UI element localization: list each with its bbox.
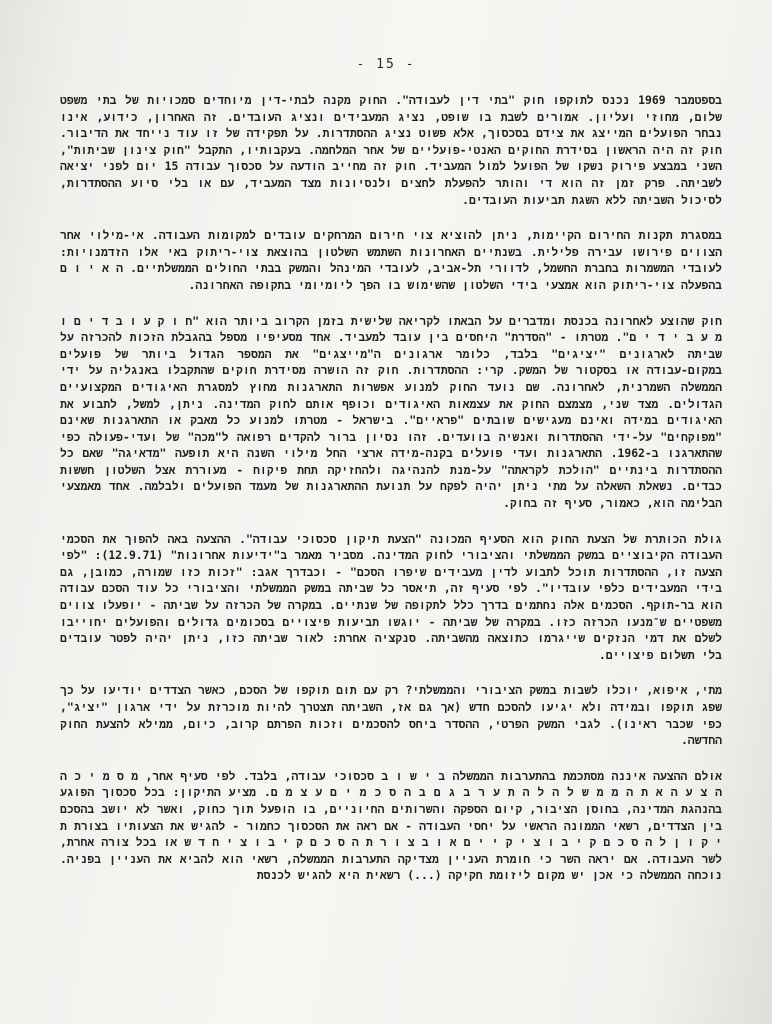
page-number: - 15 - (356, 57, 416, 72)
paragraph-workers-employers-law: חוק שהוצע לאחרונה בכנסת ומדברים על הבאתו לקריאה שלישית בזמן הקרוב ביותר הוא "ח ו ק ע ו ב ד י ם ו מ ע ב י ד י ם". מטרתו - "הסדרת" היחסים בין עובד למעביד. אחד מסעיפיו מספל בהגבלת הזכות להכרזה על שביתה לארגונים "יציגים" בלבד, כלומר ארגונים ה"מייצגים" את המספר הגדול ביותר של פועלים במקום-עבודה או בסקטור של המשק. קרי: ההסתדרות. חוק זה הושרה מסידרת חוקים שהתקבלו באנגליה על ידי הממשלה השמרנית, לאחרונה. שם נועד החוק למנוע אפשרות התארגנות מחוץ למסגרת האיגודים המקצועיים הגדולים. מצד שני, מצמצם החוק את עצמאות האיגודים וכופף אותם לחוק המדינה. ניתן, למשל, לתבוע את האיגודים במידה ואינם מעגישים שובתים "פראיים". בישראל - מטרתו למנוע כל מאבק או התארגנות שאינם "מפוקחים" על-ידי ההסתדרות ואנשיה בוועדים. זהו נסיון ברור להקדים רפואה ל"מכה" של ועדי-פעולה כפי שהתארגנו ב-1962. התארגנות ועדי פועלים בקנה-מידה ארצי החל מילוי השנה היא תופעה "מדאיגה" שאם כל ההסתדרות בינתיים "הולכת לקראתה" על-מנת להנהיגה ולהחזיקה תחת פיקוח - מעוררת אצל השלטון חששות כבדים. נשאלת השאלה על מתי ניתן יהיה לפקח על תנועת ההתארגנות של מעמד הפועלים ולבלמה. אחד מאמצעי הבלימה הוא, כאמור, סעיף זה בחוק. (60, 313, 722, 511)
paragraph-labor-disputes-amendment: גולת הכותרת של הצעת החוק הוא הסעיף המכונה "הצעת תיקון סכסוכי עבודה". ההצעה באה להפוך את הסכמי העבודה הקיבוציים במשק הממשלתי והציבורי לחוק המדינה. מסביר מאמר ב"ידיעות אחרונות" (12.9.71): "לפי הצעה זו, ההסתדרות תוכל לתבוע לדין מעבידים שיפרו הסכם" - וכבדרך אגב: "זכות כזו שמורה, כמובן, גם בידי המעבידים כלפי עובדיו". לפי סעיף זה, תיאסר כל שביתה במשק הממשלתי והציבורי כל עוד הסכם עבודה הוא בר-תוקף. הסכמים אלה נחתמים בדרך כלל לתקופה של שנתיים. במקרה של הכרזה על שביתה - יופעלו צווים משפטיים ש־מנעו הכרזה כזו. במקרה של שביתה - יוגשו תביעות פיצויים בסכומים גדולים והפועלים יחוייבו לשלם את דמי הנזקים שייגרמו כתוצאה מהשביתה. סנקציה אחרת: לאור שביתה כזו, ניתן יהיה לפטר עובדים בלי תשלום פיצויים. (60, 531, 722, 662)
document-body (60, 92, 722, 884)
paragraph-labor-court-law: בספטמבר 1969 נכנס לתוקפו חוק "בתי דין לעבודה". החוק מקנה לבתי-דין מיוחדים סמכויות של בתי משפט שלום, מחוזי ועליון. אמורים לשבת בו שופט, נציג המעבידים ונציג העובדים. זה האחרון, כידוע, אינו נבחר הפועלים המייצג את צידם בסכסוך, אלא פשוט נציג ההסתדרות. על תפקידה של זו עוד נייחד את הדיבור. חוק זה היה הראשון בסידרת החוקים האנטי-פועליים של אחר המלחמה. בעקבותיו, התקבל "חוק צינון שביתות", השני במבצע פירוק נשקו של הפועל למול המעביד. חוק זה מחייב הודעה על סכסוך עבודה 15 יום לפני יציאה לשביתה. פרק זמן זה הוא די והותר להפעלת לחצים ולנסיונות מצד המעביד, עם או בלי סיוע ההסתדרות, לסיכול השביתה ללא השגת תביעות העובדים. (60, 93, 722, 207)
paragraph-emergency-orders: במסגרת תקנות החירום הקיימות, ניתן להוציא צוי חירום המרחקים עובדים למקומות העבודה. אי-מילוי אחר הצווים פירושו עבירה פלילית. בשנתיים האחרונות השתמש השלטון בהוצאת צוי-ריתוק באי אלו הזדמנויות: לעובדי המשמרות בחברת החשמל, לדוורי תל-אביב, לעובדי המינהל והמשק בבתי החולים הממשלתיים. ה א י ו ם בהפעלה צוי-ריתוק הוא אמצעי בידי השלטון שהשימוש בו הפך ליומיומי בתקופה האחרונה. (60, 228, 722, 292)
paragraph-when-can-strike: מתי, איפוא, יוכלו לשבות במשק הציבורי והממשלתי? רק עם תום תוקפו של הסכם, כאשר הצדדים יודיעו על כך שפג תוקפו ובמידה ולא יגיעו להסכם חדש (אך גם אז, השביתה תצטרך להיות מוכרזת על ידי ארגון "יציג", כפי שכבר ראינו). לגבי המשק הפרטי, ההסדר ביחס להסכמים וזכות הפרתם קרוב, כיום, ממילא להצעת החוק החדשה. (60, 683, 722, 748)
paragraph-government-intervention: אולם ההצעה איננה מסתכמת בהתערבות הממשלה ב י ש ו ב סכסוכי עבודה, בלבד. לפי סעיף אחר, מ ס מ י כ ה ה צ ע ה א ת ה מ מ ש ל ה ל ה ת ע ר ב ג ם ב ה ס כ מ י ם ע צ מ ם. מציע התיקון: בכל סכסוך הפוגע בהנהגת המדינה, בחוסן הציבור, קיום הספקה והשרותים החיוניים, בו הופעל תוך כחוק, ואשר לא יושב בהסכם בין הצדדים, רשאי הממונה הראשי על יחסי העבודה - אם ראה את הסכסוך כחמור - להגיש את הצעותיו בצורת ת י ק ו ן ל ה ס כ ם ק י ב ו צ י ק י י ם א ו ב צ ו ר ת ה ס כ ם ק י ב ו צ י ח ד ש או בכל צורה אחרת, לשר העבודה. אם יראה השר כי חומרת העניין מצדיקה התערבות הממשלה, רשאי הוא להביא את העניין בפניה. נוכחה הממשלה כי אכן יש מקום ליזומת חקיקה (...) רשאית היא להגיש לכנסת (60, 768, 722, 883)
